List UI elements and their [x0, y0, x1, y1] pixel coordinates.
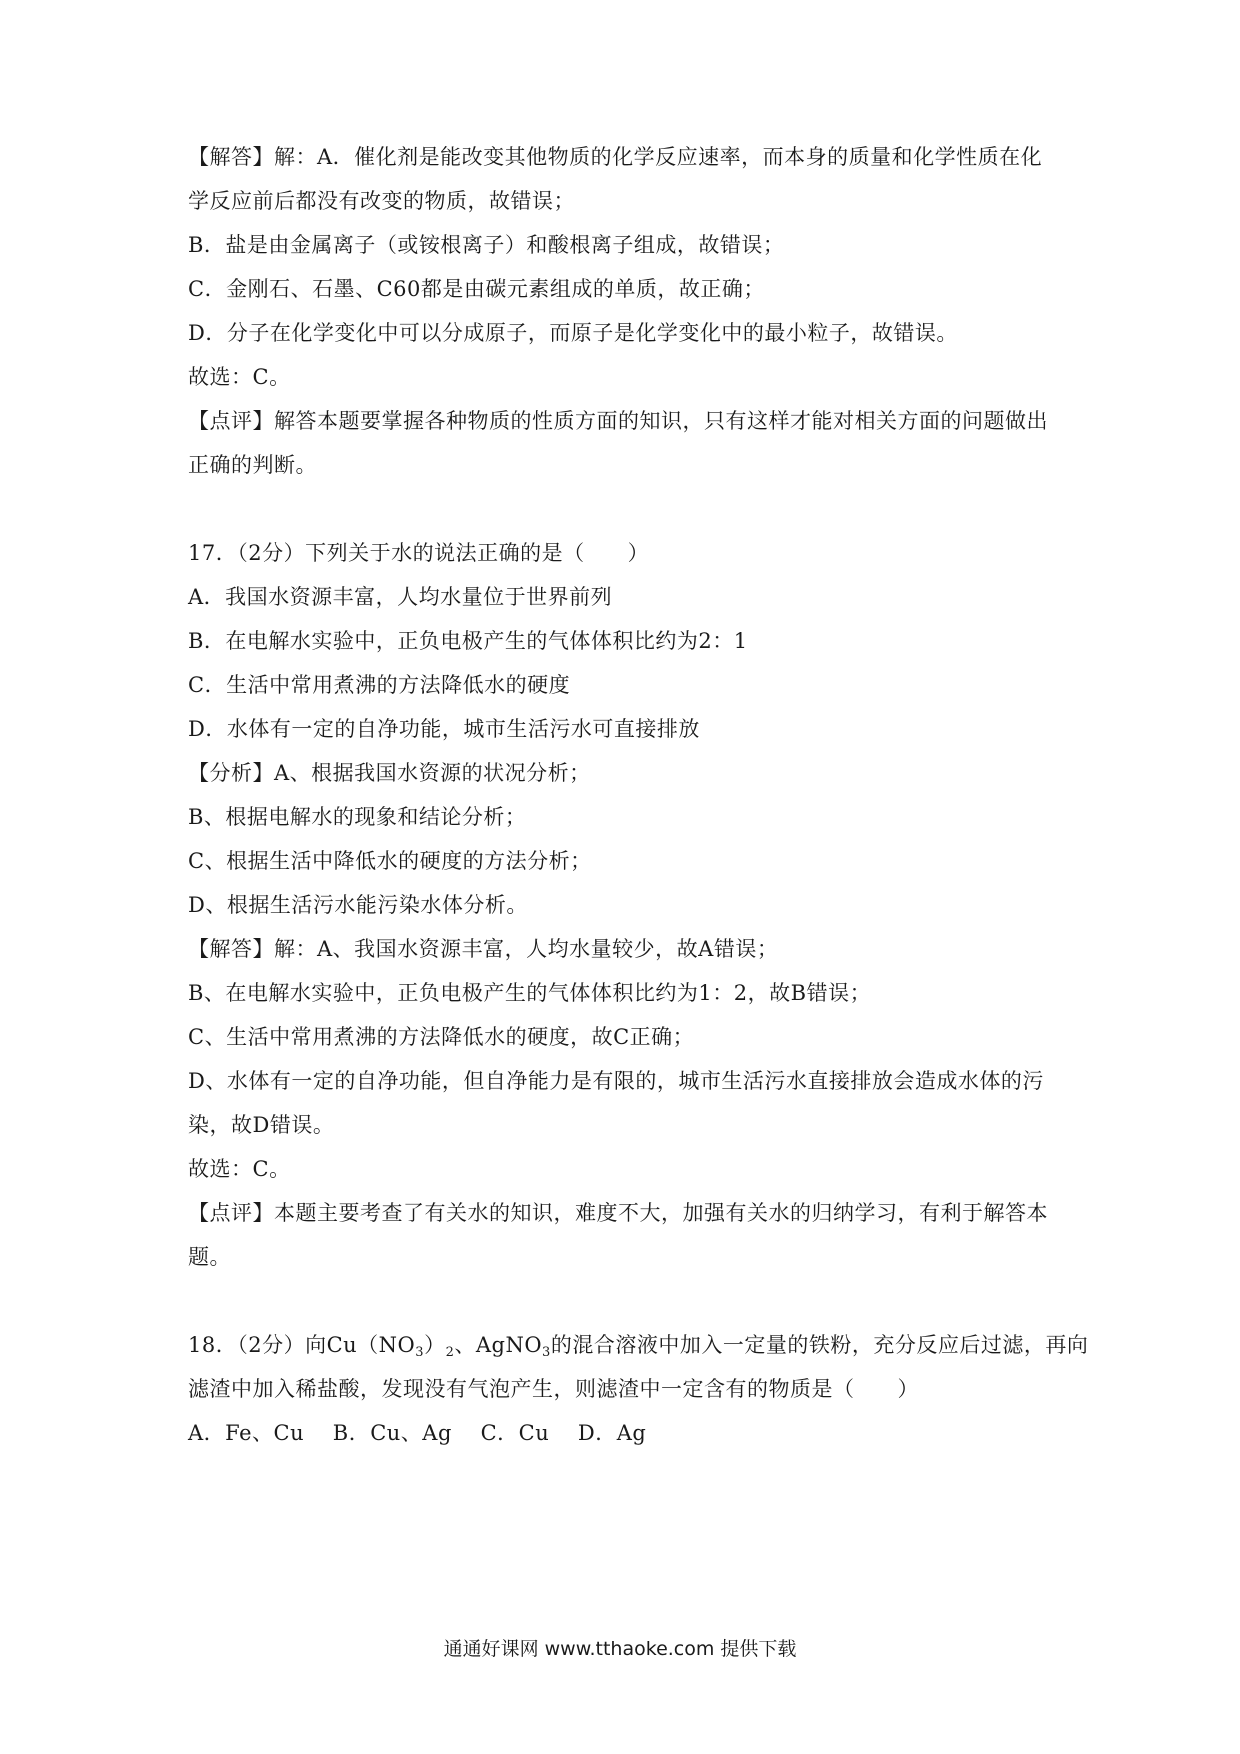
comment-16-line-1: 【点评】解答本题要掌握各种物质的性质方面的知识，只有这样才能对相关方面的问题做出: [188, 409, 1048, 433]
analysis-17-a: 【分析】A、根据我国水资源的状况分析；: [188, 761, 591, 785]
answer-16-line-1: 【解答】解：A．催化剂是能改变其他物质的化学反应速率，而本身的质量和化学性质在化: [188, 145, 1043, 169]
answer-16-option-d: D．分子在化学变化中可以分成原子，而原子是化学变化中的最小粒子，故错误。: [188, 321, 958, 345]
analysis-17-b: B、根据电解水的现象和结论分析；: [188, 805, 527, 829]
analysis-17-d: D、根据生活污水能污染水体分析。: [188, 893, 528, 917]
comment-17-line-2: 题。: [188, 1245, 231, 1269]
answer-16-choice: 故选：C。: [188, 365, 291, 389]
answer-17-choice: 故选：C。: [188, 1157, 291, 1181]
analysis-17-c: C、根据生活中降低水的硬度的方法分析；: [188, 849, 592, 873]
question-17-option-b: B．在电解水实验中，正负电极产生的气体体积比约为2：1: [188, 629, 748, 653]
answer-16-line-2: 学反应前后都没有改变的物质，故错误；: [188, 189, 575, 213]
answer-16-option-c: C．金刚石、石墨、C60都是由碳元素组成的单质，故正确；: [188, 277, 765, 301]
question-18-stem-line-2: 滤渣中加入稀盐酸，发现没有气泡产生，则滤渣中一定含有的物质是（ ）: [188, 1377, 919, 1401]
question-17-option-a: A．我国水资源丰富，人均水量位于世界前列: [188, 585, 613, 609]
answer-17-d-line-2: 染，故D错误。: [188, 1113, 335, 1137]
answer-17-a: 【解答】解：A、我国水资源丰富，人均水量较少，故A错误；: [188, 937, 779, 961]
question-18-options: A．Fe、Cu B．Cu、Ag C．Cu D．Ag: [188, 1421, 647, 1445]
comment-16-line-2: 正确的判断。: [188, 453, 317, 477]
answer-17-b: B、在电解水实验中，正负电极产生的气体体积比约为1：2，故B错误；: [188, 981, 872, 1005]
question-18-stem-line-1: 18．（2分）向$Cu(NO_3)_2$、AgNO$_3$的混合溶液中加入一定量的铁粉，充分反应后过滤，再向: [188, 1333, 1089, 1360]
comment-17-line-1: 【点评】本题主要考查了有关水的知识，难度不大，加强有关水的归纳学习，有利于解答本: [188, 1201, 1048, 1225]
footer-source: 通通好课网 www.tthaoke.com 提供下载: [443, 1638, 797, 1660]
answer-17-d-line-1: D、水体有一定的自净功能，但自净能力是有限的，城市生活污水直接排放会造成水体的污: [188, 1069, 1044, 1093]
question-17-stem: 17．（2分）下列关于水的说法正确的是（ ）: [188, 541, 650, 565]
question-17-option-d: D．水体有一定的自净功能，城市生活污水可直接排放: [188, 717, 700, 741]
answer-17-c: C、生活中常用煮沸的方法降低水的硬度，故C正确；: [188, 1025, 695, 1049]
answer-16-option-b: B．盐是由金属离子（或铵根离子）和酸根离子组成，故错误；: [188, 233, 785, 257]
question-17-option-c: C．生活中常用煮沸的方法降低水的硬度: [188, 673, 571, 697]
